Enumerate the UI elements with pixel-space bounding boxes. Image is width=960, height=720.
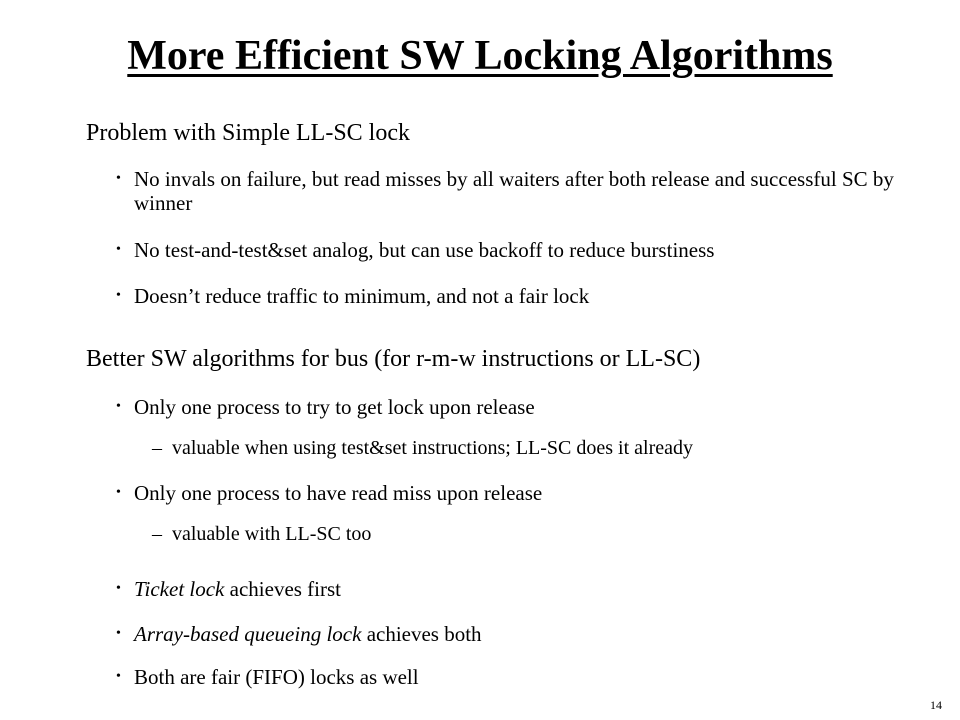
bullet-icon: • (116, 581, 121, 596)
bullet-text: Only one process to have read miss upon release (134, 481, 543, 505)
bullet-icon: • (116, 669, 121, 684)
ticket-lock-term: Ticket lock (134, 577, 225, 601)
bullet-text: Both are fair (FIFO) locks as well (134, 665, 419, 689)
bullet-icon: • (116, 288, 121, 303)
bullet-text (134, 622, 954, 646)
slide-title: More Efficient SW Locking Algorithms (127, 33, 833, 79)
sub-bullet-text: valuable with LL-SC too (172, 523, 372, 545)
page-number: 14 (930, 698, 942, 712)
section-heading-problem: Problem with Simple LL-SC lock (86, 120, 410, 146)
bullet-text-rest: achieves both (361, 622, 482, 646)
sub-bullet-text: valuable when using test&set instructions; LL-SC does it already (172, 437, 694, 459)
bullet-text: No invals on failure, but read misses by all waiters after both release and successful SC by winner (134, 167, 894, 215)
bullet-icon: • (116, 242, 121, 257)
bullet-text: Doesn’t reduce traffic to minimum, and not a fair lock (134, 284, 590, 308)
bullet-text: Only one process to try to get lock upon release (134, 395, 535, 419)
bullet-text: No test-and-test&set analog, but can use backoff to reduce burstiness (134, 238, 715, 262)
array-lock-term: Array-based queueing lock (134, 622, 362, 646)
bullet-text (134, 577, 954, 601)
section-heading-better: Better SW algorithms for bus (for r-m-w instructions or LL-SC) (86, 346, 701, 372)
bullet-icon: • (116, 485, 121, 500)
dash-icon: – (152, 523, 162, 545)
bullet-icon: • (116, 399, 121, 414)
bullet-icon: • (116, 626, 121, 641)
dash-icon: – (152, 437, 162, 459)
bullet-text-rest: achieves first (224, 577, 342, 601)
bullet-icon: • (116, 171, 121, 186)
